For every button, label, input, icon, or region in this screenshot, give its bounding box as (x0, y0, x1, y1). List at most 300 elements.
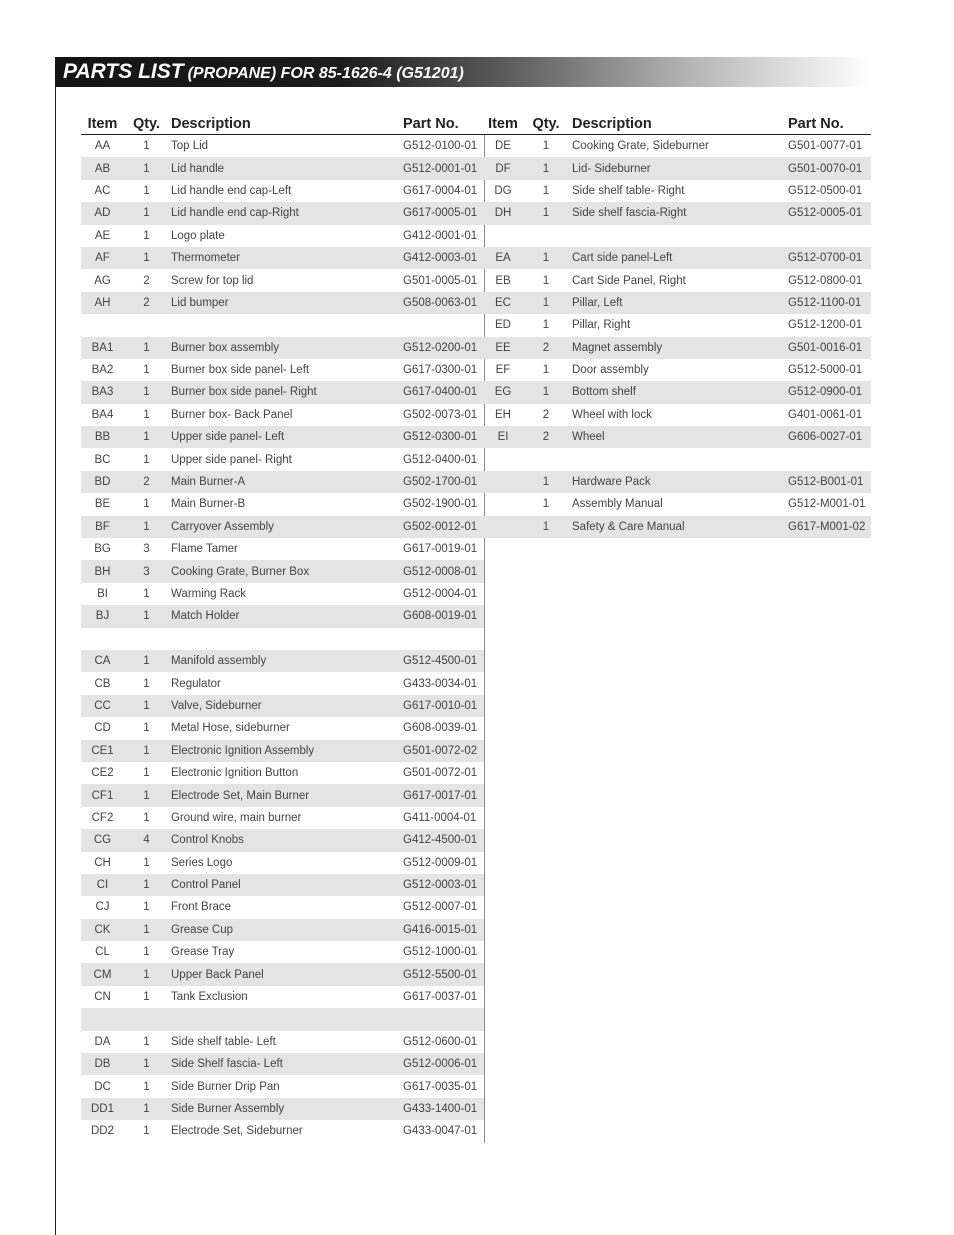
cell-qty: 2 (124, 292, 169, 314)
cell-part-no: G416-0015-01 (402, 919, 484, 941)
cell-qty: 1 (542, 498, 550, 511)
cell-item: BG (94, 543, 111, 556)
cell-item: BA2 (91, 364, 114, 377)
table-row (81, 963, 484, 985)
cell-qty: 1 (124, 247, 169, 269)
cell-item (81, 1008, 124, 1030)
table-row (81, 605, 484, 627)
cell-part-no: G512-0009-01 (402, 852, 484, 874)
cell-item: DA (94, 1035, 111, 1048)
cell-description: Burner box assembly (169, 337, 402, 359)
cell-item: AH (81, 292, 124, 314)
cell-part-no: G512-0500-01 (788, 184, 863, 197)
table-row (81, 1053, 484, 1075)
table-row (484, 516, 871, 538)
cell-qty: 1 (124, 605, 169, 627)
cell-description: Thermometer (169, 247, 402, 269)
cell-part-no: G617-0400-01 (402, 381, 484, 403)
cell-item: CJ (95, 901, 110, 914)
header-item: Item (484, 113, 522, 135)
cell-qty: 1 (124, 202, 169, 224)
cell-part-no: G512-0007-01 (402, 896, 484, 918)
cell-description: Side Burner Assembly (169, 1098, 402, 1120)
cell-description: Magnet assembly (570, 337, 787, 359)
cell-part-no: G501-0016-01 (787, 337, 871, 359)
cell-description: Cooking Grate, Sideburner (572, 140, 709, 153)
table-row (81, 538, 484, 560)
cell-description: Warming Rack (171, 588, 246, 600)
table-row (484, 337, 871, 359)
cell-description: Cart side panel-Left (570, 247, 787, 269)
table-row (484, 381, 871, 403)
cell-description: Side shelf table- Right (572, 184, 685, 197)
cell-item: CH (94, 856, 111, 869)
cell-description: Match Holder (169, 605, 402, 627)
cell-item: CD (94, 722, 111, 735)
cell-item: BC (94, 453, 111, 466)
cell-part-no: G433-1400-01 (402, 1098, 484, 1120)
table-row (81, 762, 484, 784)
cell-qty: 1 (143, 453, 150, 466)
cell-part-no: G512-0001-01 (402, 157, 484, 179)
table-row (484, 269, 871, 291)
cell-qty: 1 (522, 471, 570, 493)
cell-item: AG (94, 274, 111, 287)
cell-part-no: G502-1900-01 (402, 493, 484, 515)
cell-description: Control Knobs (169, 829, 402, 851)
cell-part-no: G502-1700-01 (402, 471, 484, 493)
table-row (484, 314, 871, 336)
table-row (484, 247, 871, 269)
cell-description: Side Burner Drip Pan (171, 1080, 280, 1093)
cell-part-no: G433-0034-01 (402, 672, 484, 694)
cell-description: Burner box side panel- Right (169, 381, 402, 403)
cell-part-no: G512-0700-01 (787, 247, 871, 269)
cell-description: Side shelf fascia-Right (570, 202, 787, 224)
cell-item: EF (495, 364, 511, 377)
cell-qty: 1 (522, 157, 570, 179)
cell-part-no: G512-0006-01 (402, 1053, 484, 1075)
cell-item: AA (94, 140, 111, 153)
cell-qty: 1 (143, 856, 150, 869)
cell-item: DE (495, 140, 511, 153)
cell-part-no: G501-0005-01 (402, 269, 484, 291)
cell-qty (124, 314, 169, 336)
cell-qty: 1 (124, 874, 169, 896)
cell-part-no: G606-0027-01 (787, 426, 871, 448)
cell-part-no: G512-5000-01 (788, 364, 863, 377)
cell-part-no: G617-M001-02 (787, 516, 871, 538)
cell-part-no: G512-5500-01 (402, 963, 484, 985)
table-row (81, 269, 484, 291)
cell-item: DH (484, 202, 522, 224)
cell-qty: 1 (143, 946, 150, 959)
cell-part-no: G512-0900-01 (787, 381, 871, 403)
table-row (81, 784, 484, 806)
cell-description: Series Logo (171, 856, 233, 869)
table-row (81, 1008, 484, 1030)
cell-item: CA (81, 650, 124, 672)
table-row (484, 493, 871, 515)
cell-item: DD2 (90, 1125, 114, 1138)
table-row (81, 740, 484, 762)
cell-qty: 1 (143, 408, 150, 421)
cell-qty: 1 (143, 229, 150, 242)
cell-part-no: G512-0600-01 (402, 1031, 484, 1053)
table-row (484, 426, 871, 448)
cell-part-no: G411-0004-01 (402, 807, 484, 829)
table-row (81, 1031, 484, 1053)
cell-item: EA (484, 247, 522, 269)
cell-part-no: G512-0800-01 (788, 274, 863, 287)
cell-item: CC (81, 695, 124, 717)
cell-item: BF (81, 516, 124, 538)
cell-qty: 1 (143, 901, 150, 914)
table-row (484, 180, 871, 202)
cell-description: Grease Tray (171, 946, 235, 959)
cell-part-no (402, 1008, 484, 1030)
cell-description: Electrode Set, Main Burner (169, 784, 402, 806)
cell-qty: 1 (522, 202, 570, 224)
cell-qty (522, 448, 570, 470)
cell-description: Assembly Manual (572, 498, 663, 511)
cell-part-no: G502-0012-01 (402, 516, 484, 538)
cell-item: EI (484, 426, 522, 448)
cell-part-no: G617-0019-01 (402, 538, 484, 560)
cell-item: BA4 (91, 408, 114, 421)
cell-part-no: G608-0019-01 (402, 605, 484, 627)
cell-item: EG (484, 381, 522, 403)
cell-part-no: G512-0300-01 (402, 426, 484, 448)
cell-item: DD1 (81, 1098, 124, 1120)
table-header-row (81, 113, 484, 135)
cell-description: Manifold assembly (169, 650, 402, 672)
cell-part-no: G433-0047-01 (402, 1120, 484, 1142)
title-subtitle: (PROPANE) FOR 85-1626-4 (G51201) (187, 65, 464, 82)
cell-description: Valve, Sideburner (169, 695, 402, 717)
cell-part-no: G512-B001-01 (787, 471, 871, 493)
cell-description: Side Shelf fascia- Left (169, 1053, 402, 1075)
cell-part-no: G512-1100-01 (787, 292, 871, 314)
cell-item (81, 628, 124, 650)
cell-description: Metal Hose, sideburner (171, 722, 290, 735)
cell-qty: 1 (143, 364, 150, 377)
cell-qty (522, 225, 570, 247)
table-row (81, 986, 484, 1008)
cell-part-no: G512-0008-01 (402, 560, 484, 582)
cell-description: Pillar, Right (572, 319, 631, 332)
cell-item (484, 471, 522, 493)
cell-part-no: G412-0001-01 (402, 225, 484, 247)
cell-qty: 1 (143, 1035, 150, 1048)
cell-item: CL (95, 946, 110, 959)
header-qty: Qty. (124, 113, 169, 135)
cell-part-no: G502-0073-01 (402, 404, 484, 426)
table-row (81, 314, 484, 336)
table-row (484, 448, 871, 470)
cell-qty: 1 (522, 247, 570, 269)
cell-qty: 1 (124, 919, 169, 941)
cell-description (169, 1008, 402, 1030)
cell-qty: 1 (143, 588, 150, 600)
cell-part-no: G617-0005-01 (402, 202, 484, 224)
cell-description: Side shelf table- Left (171, 1035, 276, 1048)
cell-qty: 2 (522, 337, 570, 359)
cell-part-no: G412-4500-01 (402, 829, 484, 851)
table-row (81, 493, 484, 515)
cell-qty: 1 (143, 498, 150, 511)
cell-item: DF (484, 157, 522, 179)
cell-description: Main Burner-B (171, 498, 246, 511)
table-row (81, 650, 484, 672)
cell-qty: 1 (124, 381, 169, 403)
title-banner (55, 57, 870, 87)
cell-item: CG (81, 829, 124, 851)
cell-description: Front Brace (171, 901, 232, 914)
cell-qty: 1 (542, 274, 550, 287)
cell-item: CF1 (81, 784, 124, 806)
cell-qty: 1 (143, 677, 150, 690)
header-qty: Qty. (522, 113, 570, 135)
cell-qty: 1 (124, 337, 169, 359)
table-row (484, 202, 871, 224)
table-row (81, 202, 484, 224)
cell-part-no: G512-0100-01 (402, 135, 484, 158)
cell-item: AF (81, 247, 124, 269)
cell-item: BH (81, 560, 124, 582)
cell-qty: 1 (143, 1125, 150, 1138)
table-row (81, 404, 484, 426)
table-row (81, 180, 484, 202)
cell-part-no: G608-0039-01 (402, 717, 484, 739)
cell-part-no: G617-0300-01 (402, 359, 484, 381)
cell-part-no: G512-0005-01 (787, 202, 871, 224)
cell-description: Pillar, Left (570, 292, 787, 314)
cell-part-no: G501-0070-01 (787, 157, 871, 179)
table-row (81, 292, 484, 314)
cell-description: Grease Cup (169, 919, 402, 941)
cell-part-no: G512-1200-01 (788, 319, 863, 332)
cell-description: Upper side panel- Left (169, 426, 402, 448)
cell-part-no: G401-0061-01 (788, 408, 863, 421)
cell-part-no: G512-0400-01 (402, 448, 484, 470)
cell-qty: 1 (143, 991, 150, 1004)
cell-item: EE (484, 337, 522, 359)
table-row (484, 157, 871, 179)
cell-description: Lid handle end cap-Left (171, 184, 292, 197)
table-row (81, 717, 484, 739)
table-row (81, 807, 484, 829)
table-row (81, 583, 484, 605)
cell-description: Burner box- Back Panel (171, 408, 293, 421)
cell-description: Electronic Ignition Assembly (169, 740, 402, 762)
cell-qty: 1 (124, 157, 169, 179)
cell-description: Bottom shelf (570, 381, 787, 403)
table-row (484, 225, 871, 247)
cell-description: Tank Exclusion (171, 991, 248, 1004)
cell-description: Lid handle (169, 157, 402, 179)
cell-qty: 1 (542, 364, 550, 377)
cell-item: EB (495, 274, 511, 287)
table-row (81, 672, 484, 694)
cell-description: Cooking Grate, Burner Box (169, 560, 402, 582)
parts-table-left (81, 113, 485, 1143)
header-description: Description (570, 113, 787, 135)
cell-part-no: G617-0004-01 (402, 180, 484, 202)
cell-description: Electrode Set, Sideburner (171, 1125, 303, 1138)
table-row (81, 381, 484, 403)
cell-qty: 1 (124, 1053, 169, 1075)
table-row (81, 337, 484, 359)
header-description: Description (169, 113, 402, 135)
cell-qty: 1 (143, 184, 150, 197)
cell-description: Lid handle end cap-Right (169, 202, 402, 224)
table-row (81, 157, 484, 179)
cell-qty: 1 (143, 722, 150, 735)
cell-item (81, 314, 124, 336)
cell-qty (124, 628, 169, 650)
cell-part-no: G617-0017-01 (402, 784, 484, 806)
cell-qty: 1 (124, 695, 169, 717)
cell-item (484, 448, 522, 470)
cell-item (484, 225, 522, 247)
cell-item (484, 516, 522, 538)
cell-description: Upper side panel- Right (171, 453, 292, 466)
cell-description (169, 628, 402, 650)
cell-item: DG (494, 184, 512, 197)
cell-qty: 1 (124, 740, 169, 762)
cell-description: Regulator (171, 677, 221, 690)
cell-qty: 1 (143, 140, 150, 153)
cell-description: Main Burner-A (169, 471, 402, 493)
cell-item: CF2 (91, 811, 114, 824)
cell-qty: 4 (124, 829, 169, 851)
cell-description (169, 314, 402, 336)
table-row (81, 560, 484, 582)
cell-part-no (787, 448, 871, 470)
cell-description: Lid bumper (169, 292, 402, 314)
cell-item: AD (81, 202, 124, 224)
table-row (81, 852, 484, 874)
table-row (81, 471, 484, 493)
cell-qty: 1 (124, 1098, 169, 1120)
table-row (81, 829, 484, 851)
cell-description: Screw for top lid (171, 274, 254, 287)
table-row (81, 1075, 484, 1097)
cell-qty: 1 (143, 811, 150, 824)
cell-description: Wheel with lock (572, 408, 652, 421)
cell-qty: 1 (124, 650, 169, 672)
cell-item: BA1 (81, 337, 124, 359)
table-row (81, 941, 484, 963)
table-row (81, 1120, 484, 1142)
cell-qty: 1 (542, 184, 550, 197)
cell-qty: 1 (522, 381, 570, 403)
table-header-row (484, 113, 871, 135)
cell-item (484, 493, 522, 515)
cell-description: Lid- Sideburner (570, 157, 787, 179)
cell-item: BE (94, 498, 111, 511)
cell-qty (124, 1008, 169, 1030)
cell-qty: 1 (124, 963, 169, 985)
cell-item: EC (484, 292, 522, 314)
cell-description: Carryover Assembly (169, 516, 402, 538)
cell-item: AC (94, 184, 111, 197)
table-row (484, 359, 871, 381)
page-title (63, 57, 464, 87)
cell-description (570, 225, 787, 247)
cell-description: Door assembly (572, 364, 649, 377)
cell-part-no: G501-0072-01 (402, 762, 484, 784)
table-row (81, 919, 484, 941)
cell-part-no: G512-0200-01 (402, 337, 484, 359)
cell-description: Safety & Care Manual (570, 516, 787, 538)
table-row (81, 426, 484, 448)
title-main: PARTS LIST (63, 60, 184, 83)
table-row (81, 448, 484, 470)
cell-item: CN (94, 991, 111, 1004)
cell-part-no: G617-0035-01 (402, 1075, 484, 1097)
cell-item: BI (97, 588, 108, 600)
cell-description: Upper Back Panel (169, 963, 402, 985)
cell-part-no: G412-0003-01 (402, 247, 484, 269)
cell-item: AB (81, 157, 124, 179)
cell-description: Flame Tamer (171, 543, 238, 556)
cell-part-no: G512-4500-01 (402, 650, 484, 672)
parts-table-right (484, 113, 871, 538)
cell-item: CI (81, 874, 124, 896)
table-row (81, 135, 484, 158)
cell-qty: 2 (124, 471, 169, 493)
cell-part-no: G508-0063-01 (402, 292, 484, 314)
cell-item: DC (94, 1080, 111, 1093)
cell-description: Top Lid (171, 140, 209, 153)
cell-part-no: G512-1000-01 (402, 941, 484, 963)
cell-item: AE (94, 229, 111, 242)
cell-description: Logo plate (171, 229, 225, 242)
cell-item: CK (81, 919, 124, 941)
cell-item: BB (81, 426, 124, 448)
table-row (484, 292, 871, 314)
cell-qty: 1 (143, 767, 150, 780)
cell-item: BD (81, 471, 124, 493)
cell-part-no (787, 225, 871, 247)
cell-qty: 2 (542, 408, 550, 421)
table-row (81, 628, 484, 650)
table-row (81, 874, 484, 896)
cell-description (570, 448, 787, 470)
cell-description: Electronic Ignition Button (171, 767, 299, 780)
cell-description: Wheel (570, 426, 787, 448)
page-left-rule (55, 86, 56, 1235)
table-row (484, 404, 871, 426)
cell-item: BJ (81, 605, 124, 627)
cell-qty: 1 (124, 426, 169, 448)
cell-qty: 1 (124, 784, 169, 806)
cell-qty: 2 (522, 426, 570, 448)
cell-description: Control Panel (169, 874, 402, 896)
cell-item: ED (495, 319, 511, 332)
table-row (81, 896, 484, 918)
cell-item: DB (81, 1053, 124, 1075)
header-part-no: Part No. (787, 113, 871, 135)
cell-qty: 2 (143, 274, 150, 287)
cell-description: Hardware Pack (570, 471, 787, 493)
table-row (484, 471, 871, 493)
table-row (81, 225, 484, 247)
cell-description: Cart Side Panel, Right (572, 274, 686, 287)
cell-qty: 1 (124, 516, 169, 538)
